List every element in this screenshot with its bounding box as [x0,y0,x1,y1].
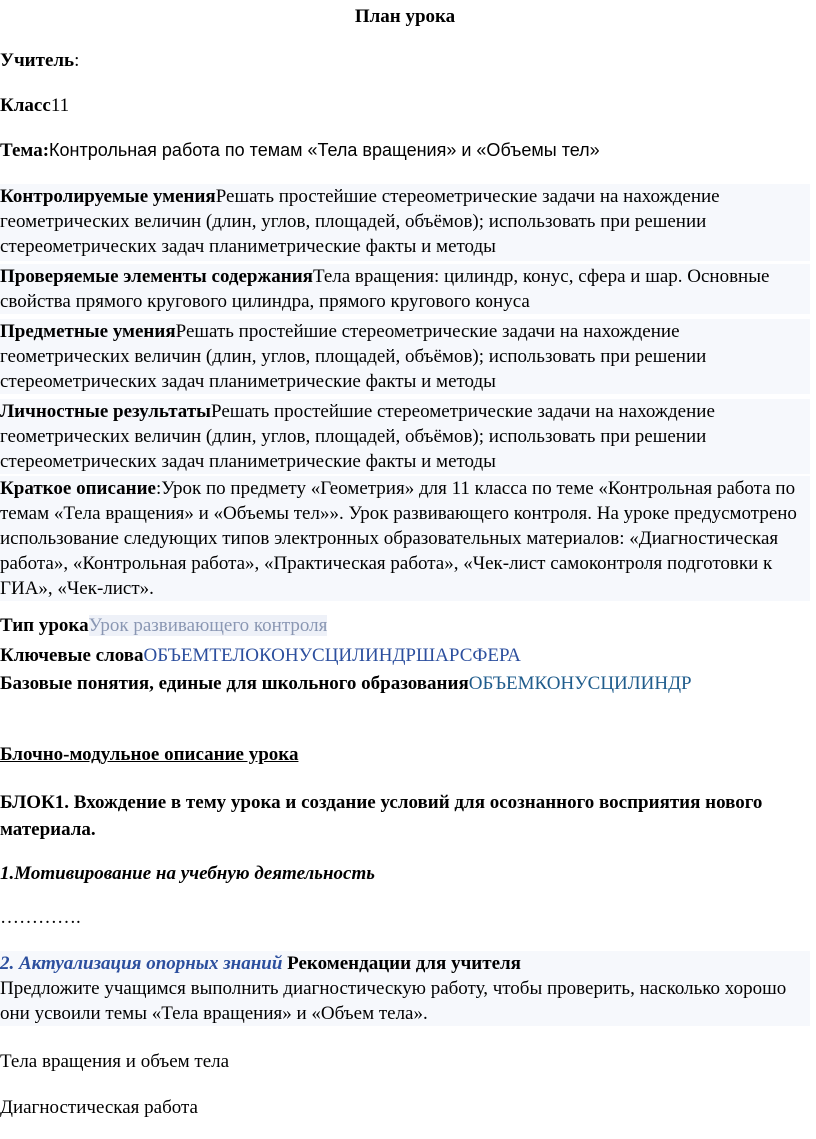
personal-results-label: Личностные результаты [0,401,211,422]
class-label: Класс [0,95,51,116]
page-title: План урока [354,6,456,27]
personal-results-row [0,399,810,474]
checked-elements-value: Тела вращения: цилиндр, конус, сфера и шар. Основные свойства прямого кругового цилиндра, прямого кругового конуса [0,266,770,312]
controlled-skills-value: Решать простейшие стереометрические задачи на нахождение геометрических величин (длин, углов, площадей, объёмов); использовать при решении стереометрических задач планиметрические факты и методы [0,186,720,257]
block1-heading: БЛОК1. Вхождение в тему урока и создание условий для осознанного восприятия нового материала. [0,792,763,840]
controlled-skills-row [0,184,810,261]
keywords-row [0,643,810,668]
lesson-type-row [0,613,810,638]
short-description-label: Краткое описание [0,478,156,499]
short-description-value: :Урок по предмету «Геометрия» для 11 класса по теме «Контрольная работа по темам «Тела вращения» и «Объемы тел»». Урок развивающего контроля. На уроке предусмотрено использование следующих типов электронных образовательных материалов: «Диагностическая работа», «Контрольная работа», «Практическая работа», «Чек-лист самоконтроля подготовки к ГИА», «Чек-лист». [0,478,797,599]
base-concepts-label: Базовые понятия, единые для школьного образования [0,673,469,694]
teacher-row [0,48,810,73]
section-bodies-of-rotation: Тела вращения и объем тела [0,1051,230,1072]
topic-label: Тема: [0,140,50,161]
motivation-heading: 1.Мотивирование на учебную деятельность [0,863,375,884]
subject-skills-label: Предметные умения [0,321,176,342]
recommendation-text: Предложите учащимся выполнить диагностическую работу, чтобы проверить, насколько хорошо они усвоили темы «Тела вращения» и «Объем тела». [0,976,810,1026]
topic-value: Контрольная работа по темам «Тела вращения» и «Объемы тел» [49,140,600,160]
checked-elements-label: Проверяемые элементы содержания [0,266,313,287]
lesson-type-value: Урок развивающего контроля [88,615,328,636]
modular-heading [0,742,810,767]
lesson-type-label: Тип урока [0,615,89,636]
short-description-row [0,476,810,601]
modular-heading-text: Блочно-модульное описание урока [0,744,299,765]
personal-results-value: Решать простейшие стереометрические задачи на нахождение геометрических величин (длин, углов, площадей, объёмов); использовать при решении стереометрических задач планиметрические факты и методы [0,401,715,472]
checked-elements-row [0,264,810,314]
keywords-label: Ключевые слова [0,645,144,666]
subject-skills-value: Решать простейшие стереометрические задачи на нахождение геометрических величин (длин, углов, площадей, объёмов); использовать при решении стереометрических задач планиметрические факты и методы [0,321,707,392]
keywords-value: ОБЪЕМТЕЛОКОНУСЦИЛИНДРШАРСФЕРА [143,645,521,666]
ellipsis-line: …………. [0,907,81,928]
controlled-skills-label: Контролируемые умения [0,186,216,207]
section-diagnostic-work: Диагностическая работа [0,1097,198,1118]
topic-row [0,138,810,163]
class-value: 11 [50,95,70,116]
teacher-sep: : [74,50,80,71]
actualization-row [0,951,810,976]
base-concepts-value: ОБЪЕМКОНУСЦИЛИНДР [468,673,692,694]
teacher-label: Учитель [0,50,75,71]
base-concepts-row [0,671,810,696]
actualization-label: 2. Актуализация опорных знаний [0,953,283,974]
recommend-label: Рекомендации для учителя [287,953,521,974]
subject-skills-row [0,319,810,394]
class-row [0,93,810,118]
